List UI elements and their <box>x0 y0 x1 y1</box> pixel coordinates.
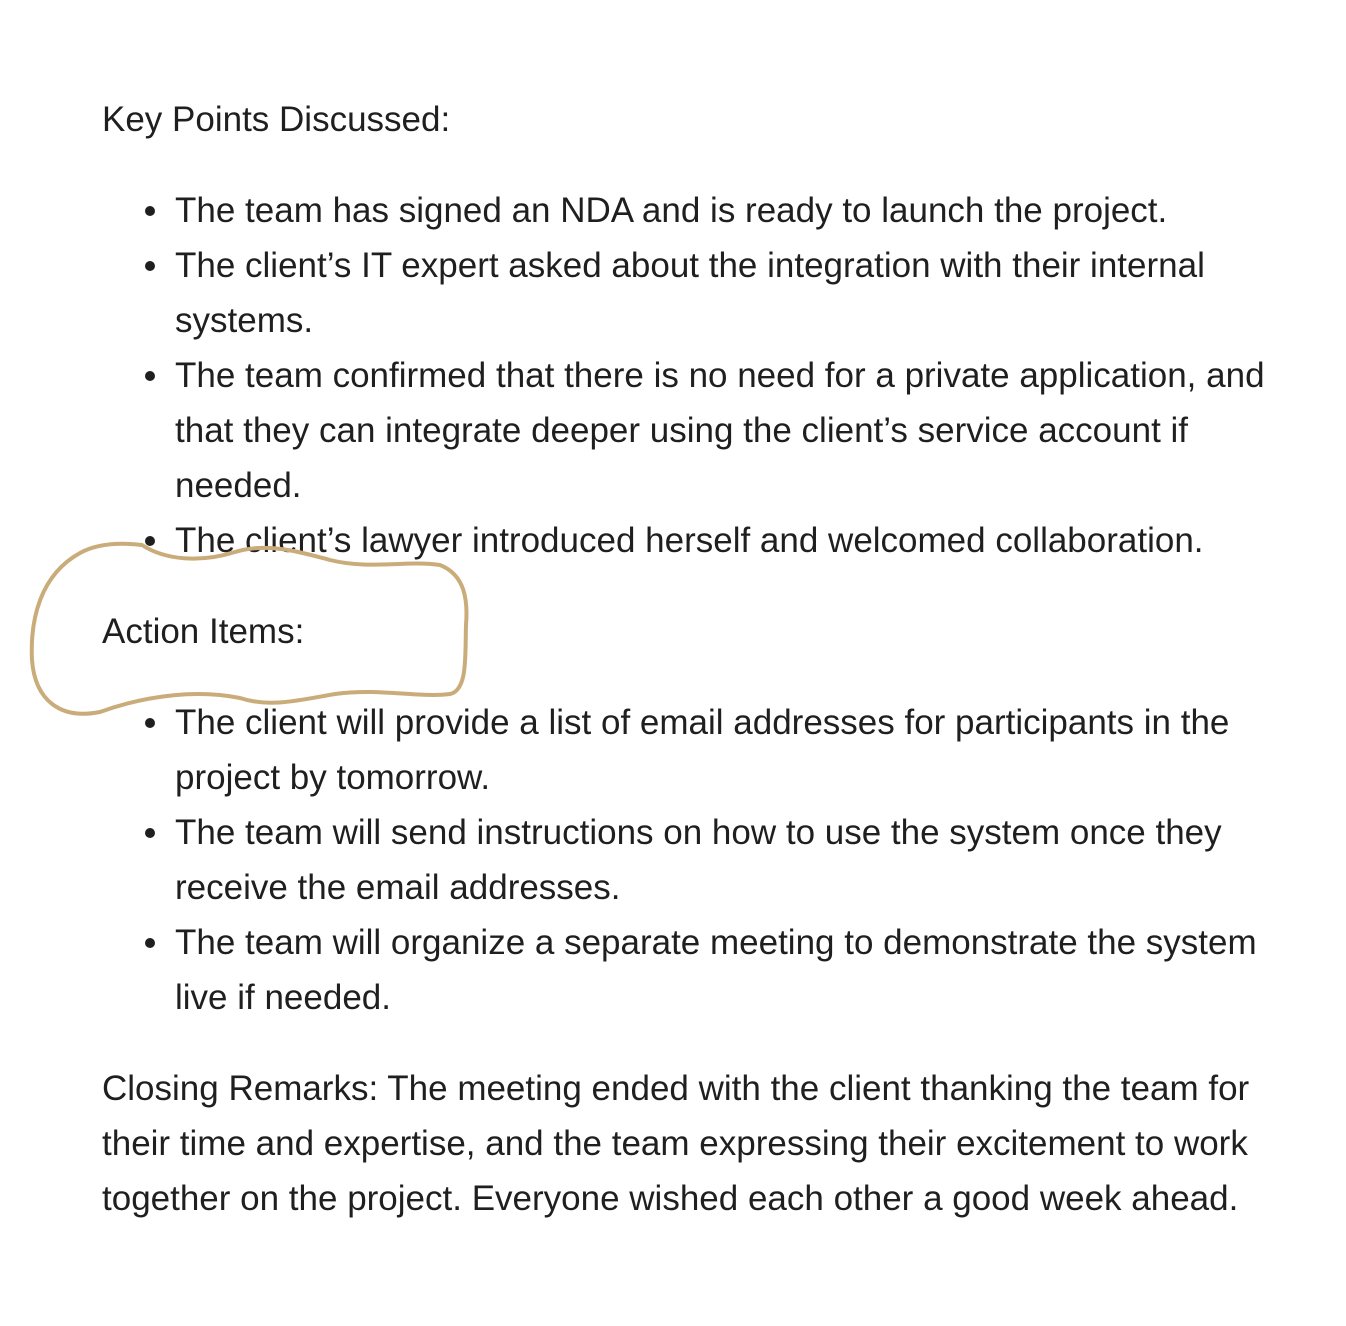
list-item: The client’s IT expert asked about the integration with their internal systems. <box>175 238 1317 348</box>
meeting-notes <box>102 92 1317 1226</box>
action-items-heading: Action Items: <box>102 612 305 651</box>
key-points-heading: Key Points Discussed: <box>102 100 451 139</box>
list-item: The team will organize a separate meeting to demonstrate the system live if needed. <box>175 915 1317 1025</box>
action-items-list <box>102 695 1317 1025</box>
list-item: The team has signed an NDA and is ready to launch the project. <box>175 183 1317 238</box>
list-item: The client’s lawyer introduced herself and welcomed collaboration. <box>175 513 1317 568</box>
list-item: The team will send instructions on how to use the system once they receive the email addresses. <box>175 805 1317 915</box>
list-item: The team confirmed that there is no need for a private application, and that they can integrate deeper using the client’s service account if needed. <box>175 348 1317 513</box>
list-item: The client will provide a list of email addresses for participants in the project by tomorrow. <box>175 695 1317 805</box>
closing-remarks: Closing Remarks: The meeting ended with the client thanking the team for their time and expertise, and the team expressing their excitement to work together on the project. Everyone wished each other a good week ahead. <box>102 1069 1250 1218</box>
key-points-list <box>102 183 1317 568</box>
